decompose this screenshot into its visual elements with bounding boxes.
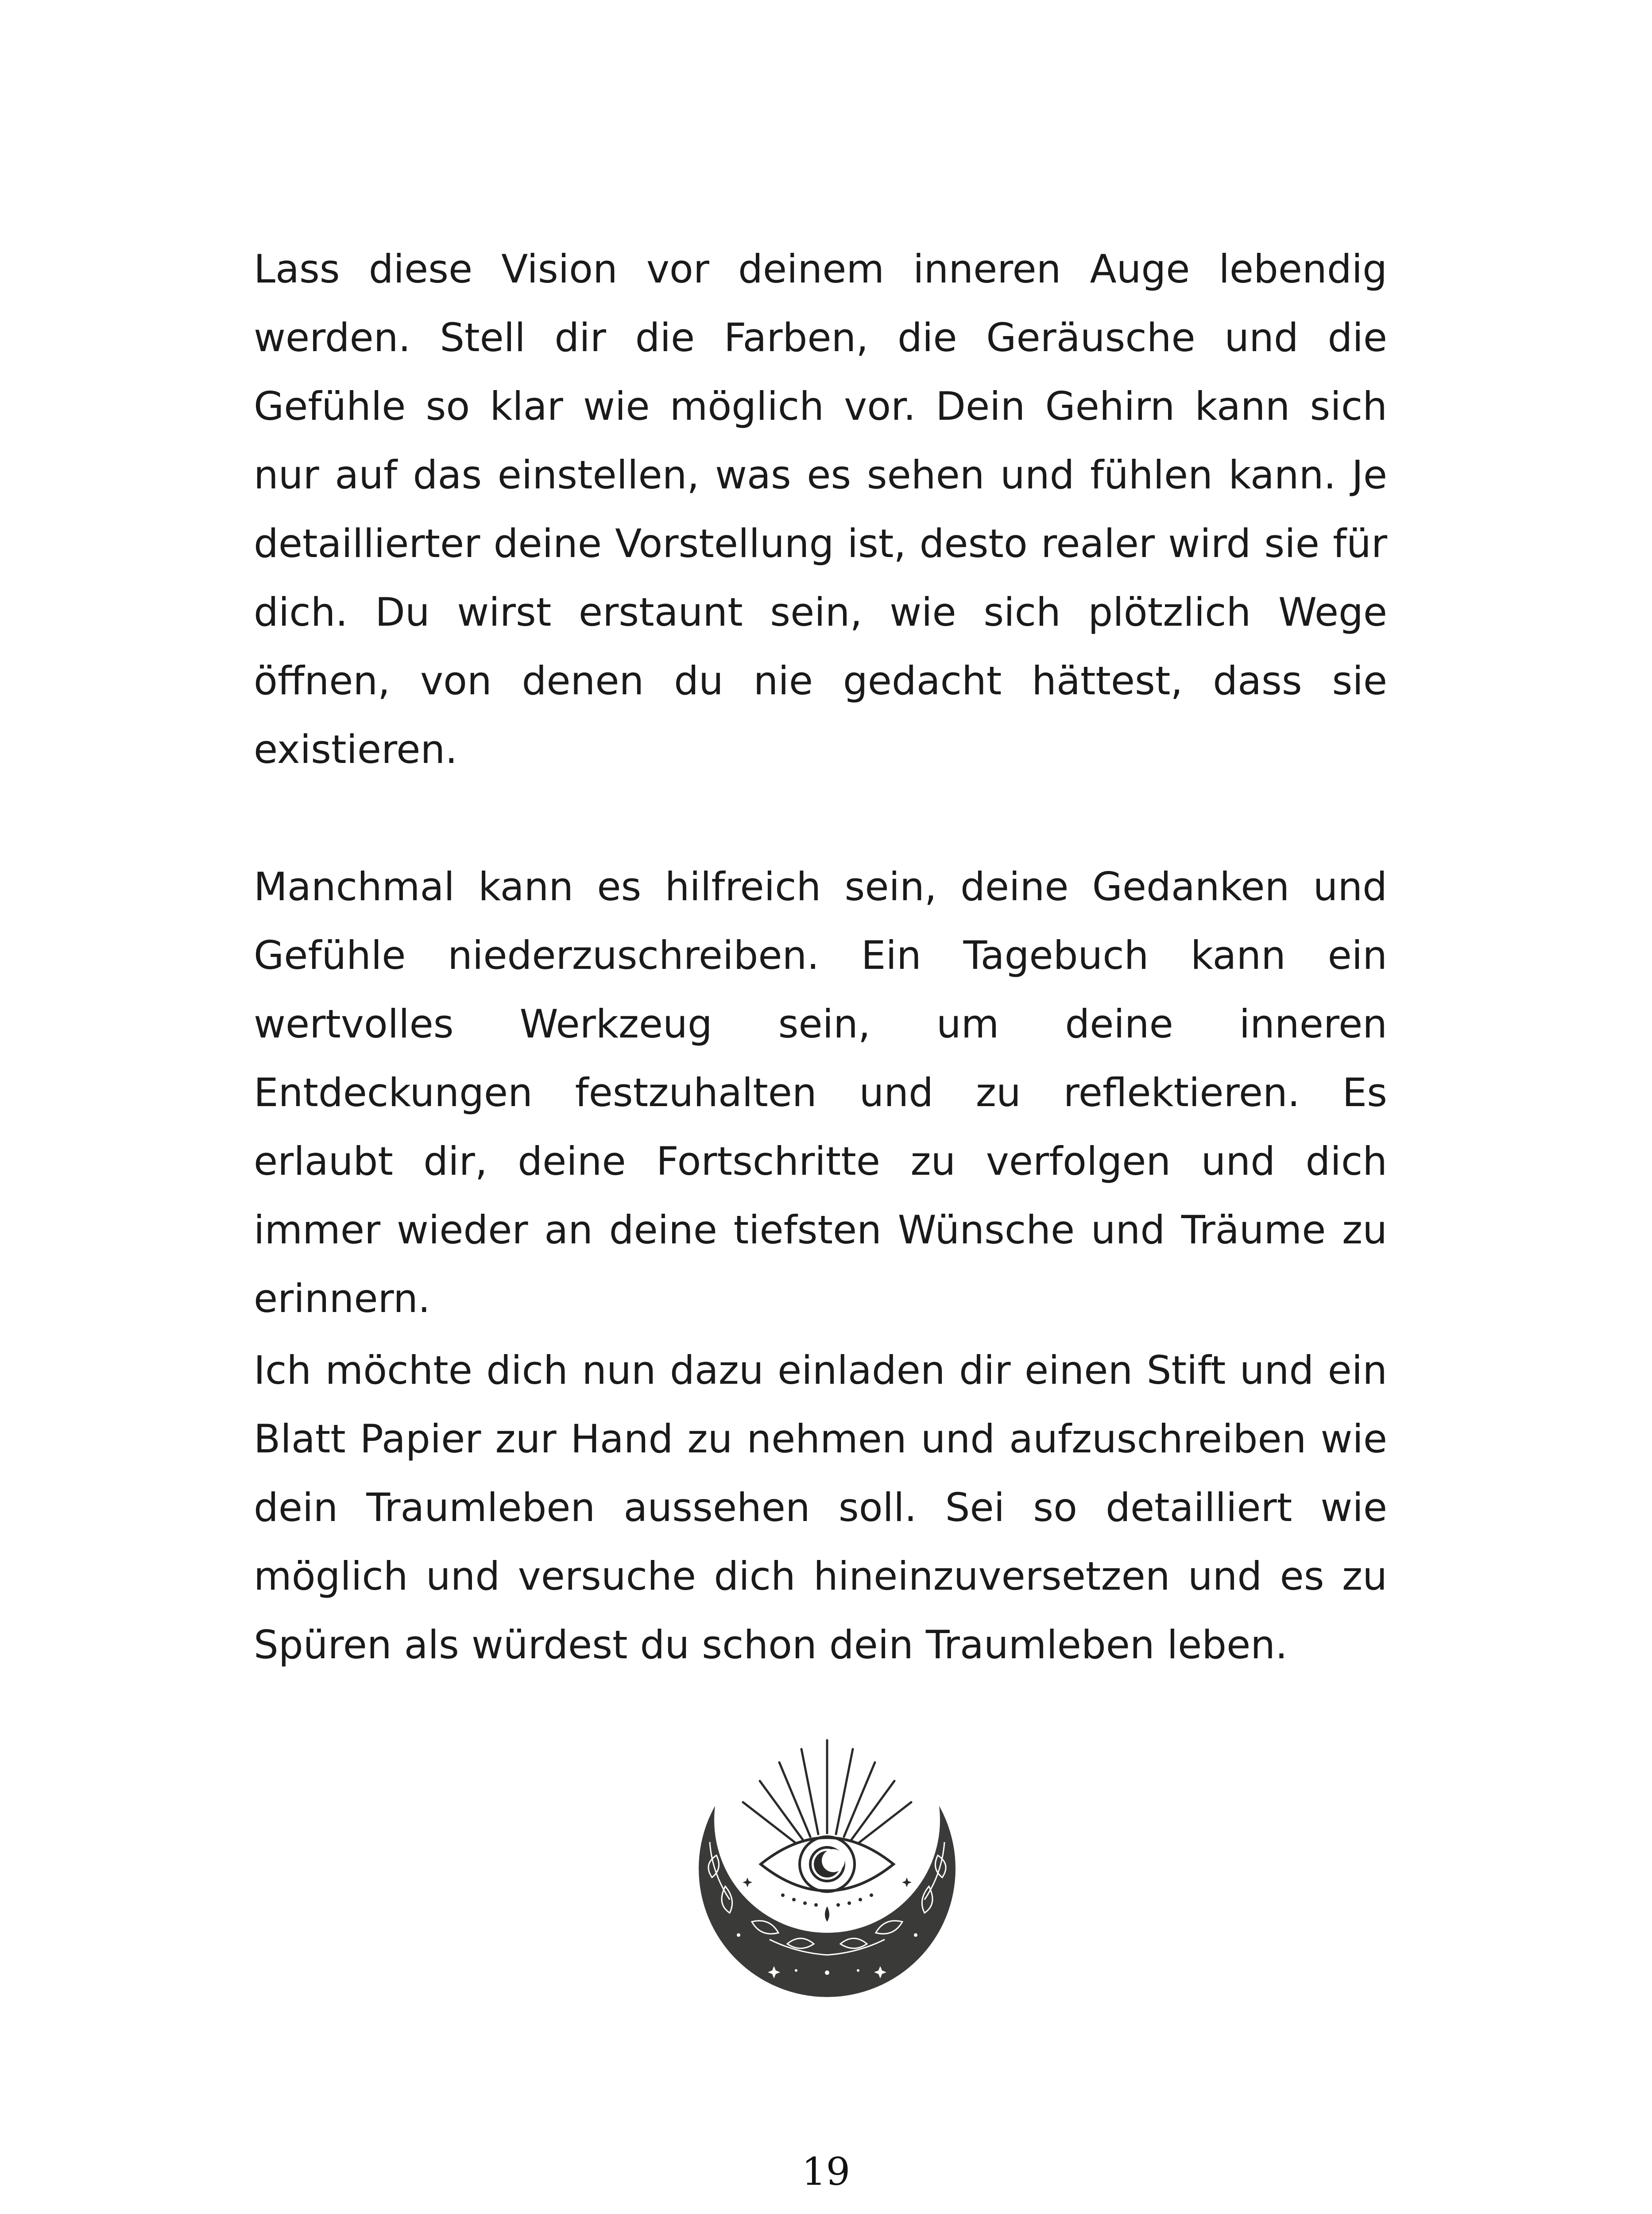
body-paragraph-1: Lass diese Vision vor deinem inneren Auge lebendig werden. Stell dir die Farben, die Geräusche und die Gefühle so klar wie möglich vor. Dein Gehirn kann sich nur auf das einstellen, was es sehen und fühlen kann. Je detaillierter deine Vorstellung ist, desto realer wird sie für dich. Du wirst erstaunt sein, wie sich plötzlich Wege öffnen, von denen du nie gedacht hättest, dass sie existieren. [254, 246, 1387, 772]
body-paragraph-2: Manchmal kann es hilfreich sein, deine Gedanken und Gefühle niederzuschreiben. Ein Tagebuch kann ein wertvolles Werkzeug sein, um deine inneren Entdeckungen festzuhalten und zu reflektieren. Es erlaubt dir, deine Fortschritte zu verfolgen und dich immer wieder an deine tiefsten Wünsche und Träume zu erinnern. [254, 864, 1387, 1321]
crescent-moon-eye-icon [685, 1731, 969, 1997]
page-number: 19 [801, 2150, 851, 2194]
body-paragraph-3: Ich möchte dich nun dazu einladen dir einen Stift und ein Blatt Papier zur Hand zu nehmen und aufzuschreiben wie dein Traumleben aussehen soll. Sei so detailliert wie möglich und versuche dich hineinzuversetzen und es zu Spüren als würdest du schon dein Traumleben leben. [254, 1347, 1387, 1668]
